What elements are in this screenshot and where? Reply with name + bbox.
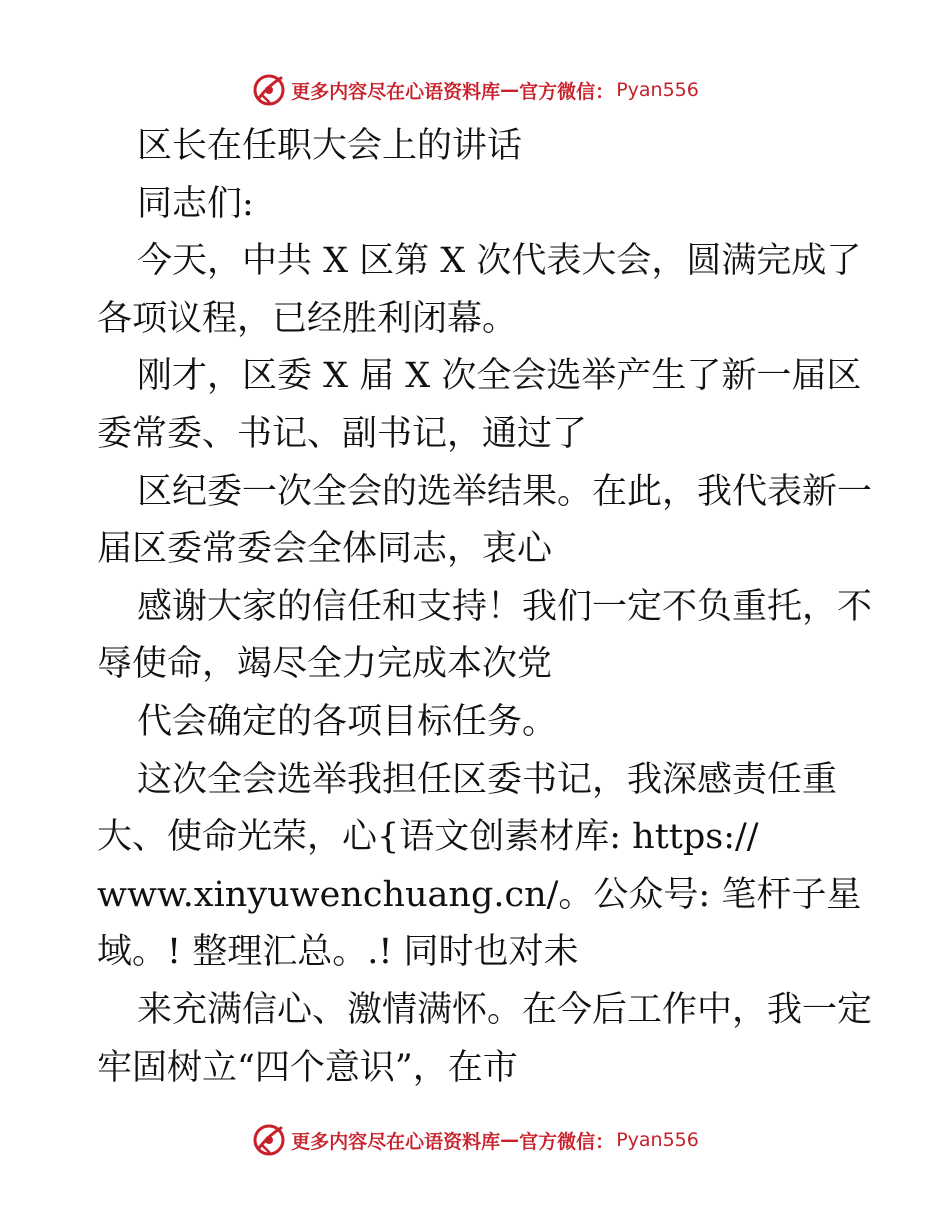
paragraph-line: 刚才，区委 X 届 X 次全会选举产生了新一届区 bbox=[137, 356, 862, 397]
watermark-wechat-label: 官方微信： bbox=[519, 80, 615, 103]
footer-watermark-banner bbox=[0, 1120, 950, 1160]
paragraph-line: www.xinyuwenchuang.cn/。公众号: 笔杆子星 bbox=[97, 874, 862, 915]
paragraph-line: 委常委、书记、副书记，通过了 bbox=[97, 413, 588, 454]
paragraph-line: 感谢大家的信任和支持！我们一定不负重托，不 bbox=[137, 586, 873, 627]
watermark-wechat-id: Pyan556 bbox=[616, 79, 699, 101]
paragraph-line: 各项议程，已经胜利闭幕。 bbox=[97, 298, 518, 339]
document-body bbox=[97, 118, 873, 1097]
watermark-wechat-label: 官方微信： bbox=[519, 1130, 615, 1153]
quill-swirl-logo-icon bbox=[251, 1122, 287, 1158]
paragraph-line: 辱使命，竭尽全力完成本次党 bbox=[97, 644, 553, 685]
paragraph-line: 牢固树立“四个意识”，在市 bbox=[97, 1047, 518, 1088]
salutation-line: 同志们: bbox=[137, 183, 254, 224]
header-watermark-banner bbox=[0, 70, 950, 110]
paragraph-line: 大、使命光荣，心{语文创素材库: https:// bbox=[97, 817, 759, 858]
paragraph-line: 域。! 整理汇总。.! 同时也对未 bbox=[97, 932, 579, 973]
watermark-separator: — bbox=[500, 79, 520, 101]
quill-swirl-logo-icon bbox=[251, 72, 287, 108]
paragraph-line: 这次全会选举我担任区委书记，我深感责任重 bbox=[137, 759, 838, 800]
watermark-separator: — bbox=[500, 1129, 520, 1151]
watermark-brand-text: 更多内容尽在心语资料库 bbox=[291, 1130, 501, 1153]
watermark-wechat-id: Pyan556 bbox=[616, 1129, 699, 1151]
paragraph-line: 届区委常委会全体同志，衷心 bbox=[97, 529, 553, 570]
paragraph-line: 今天，中共 X 区第 X 次代表大会，圆满完成了 bbox=[137, 241, 862, 282]
paragraph-line: 区纪委一次全会的选举结果。在此，我代表新一 bbox=[137, 471, 873, 512]
watermark-brand-text: 更多内容尽在心语资料库 bbox=[291, 80, 501, 103]
paragraph-line: 代会确定的各项目标任务。 bbox=[137, 701, 558, 742]
document-title: 区长在任职大会上的讲话 bbox=[137, 126, 523, 166]
paragraph-line: 来充满信心、激情满怀。在今后工作中，我一定 bbox=[137, 989, 873, 1030]
